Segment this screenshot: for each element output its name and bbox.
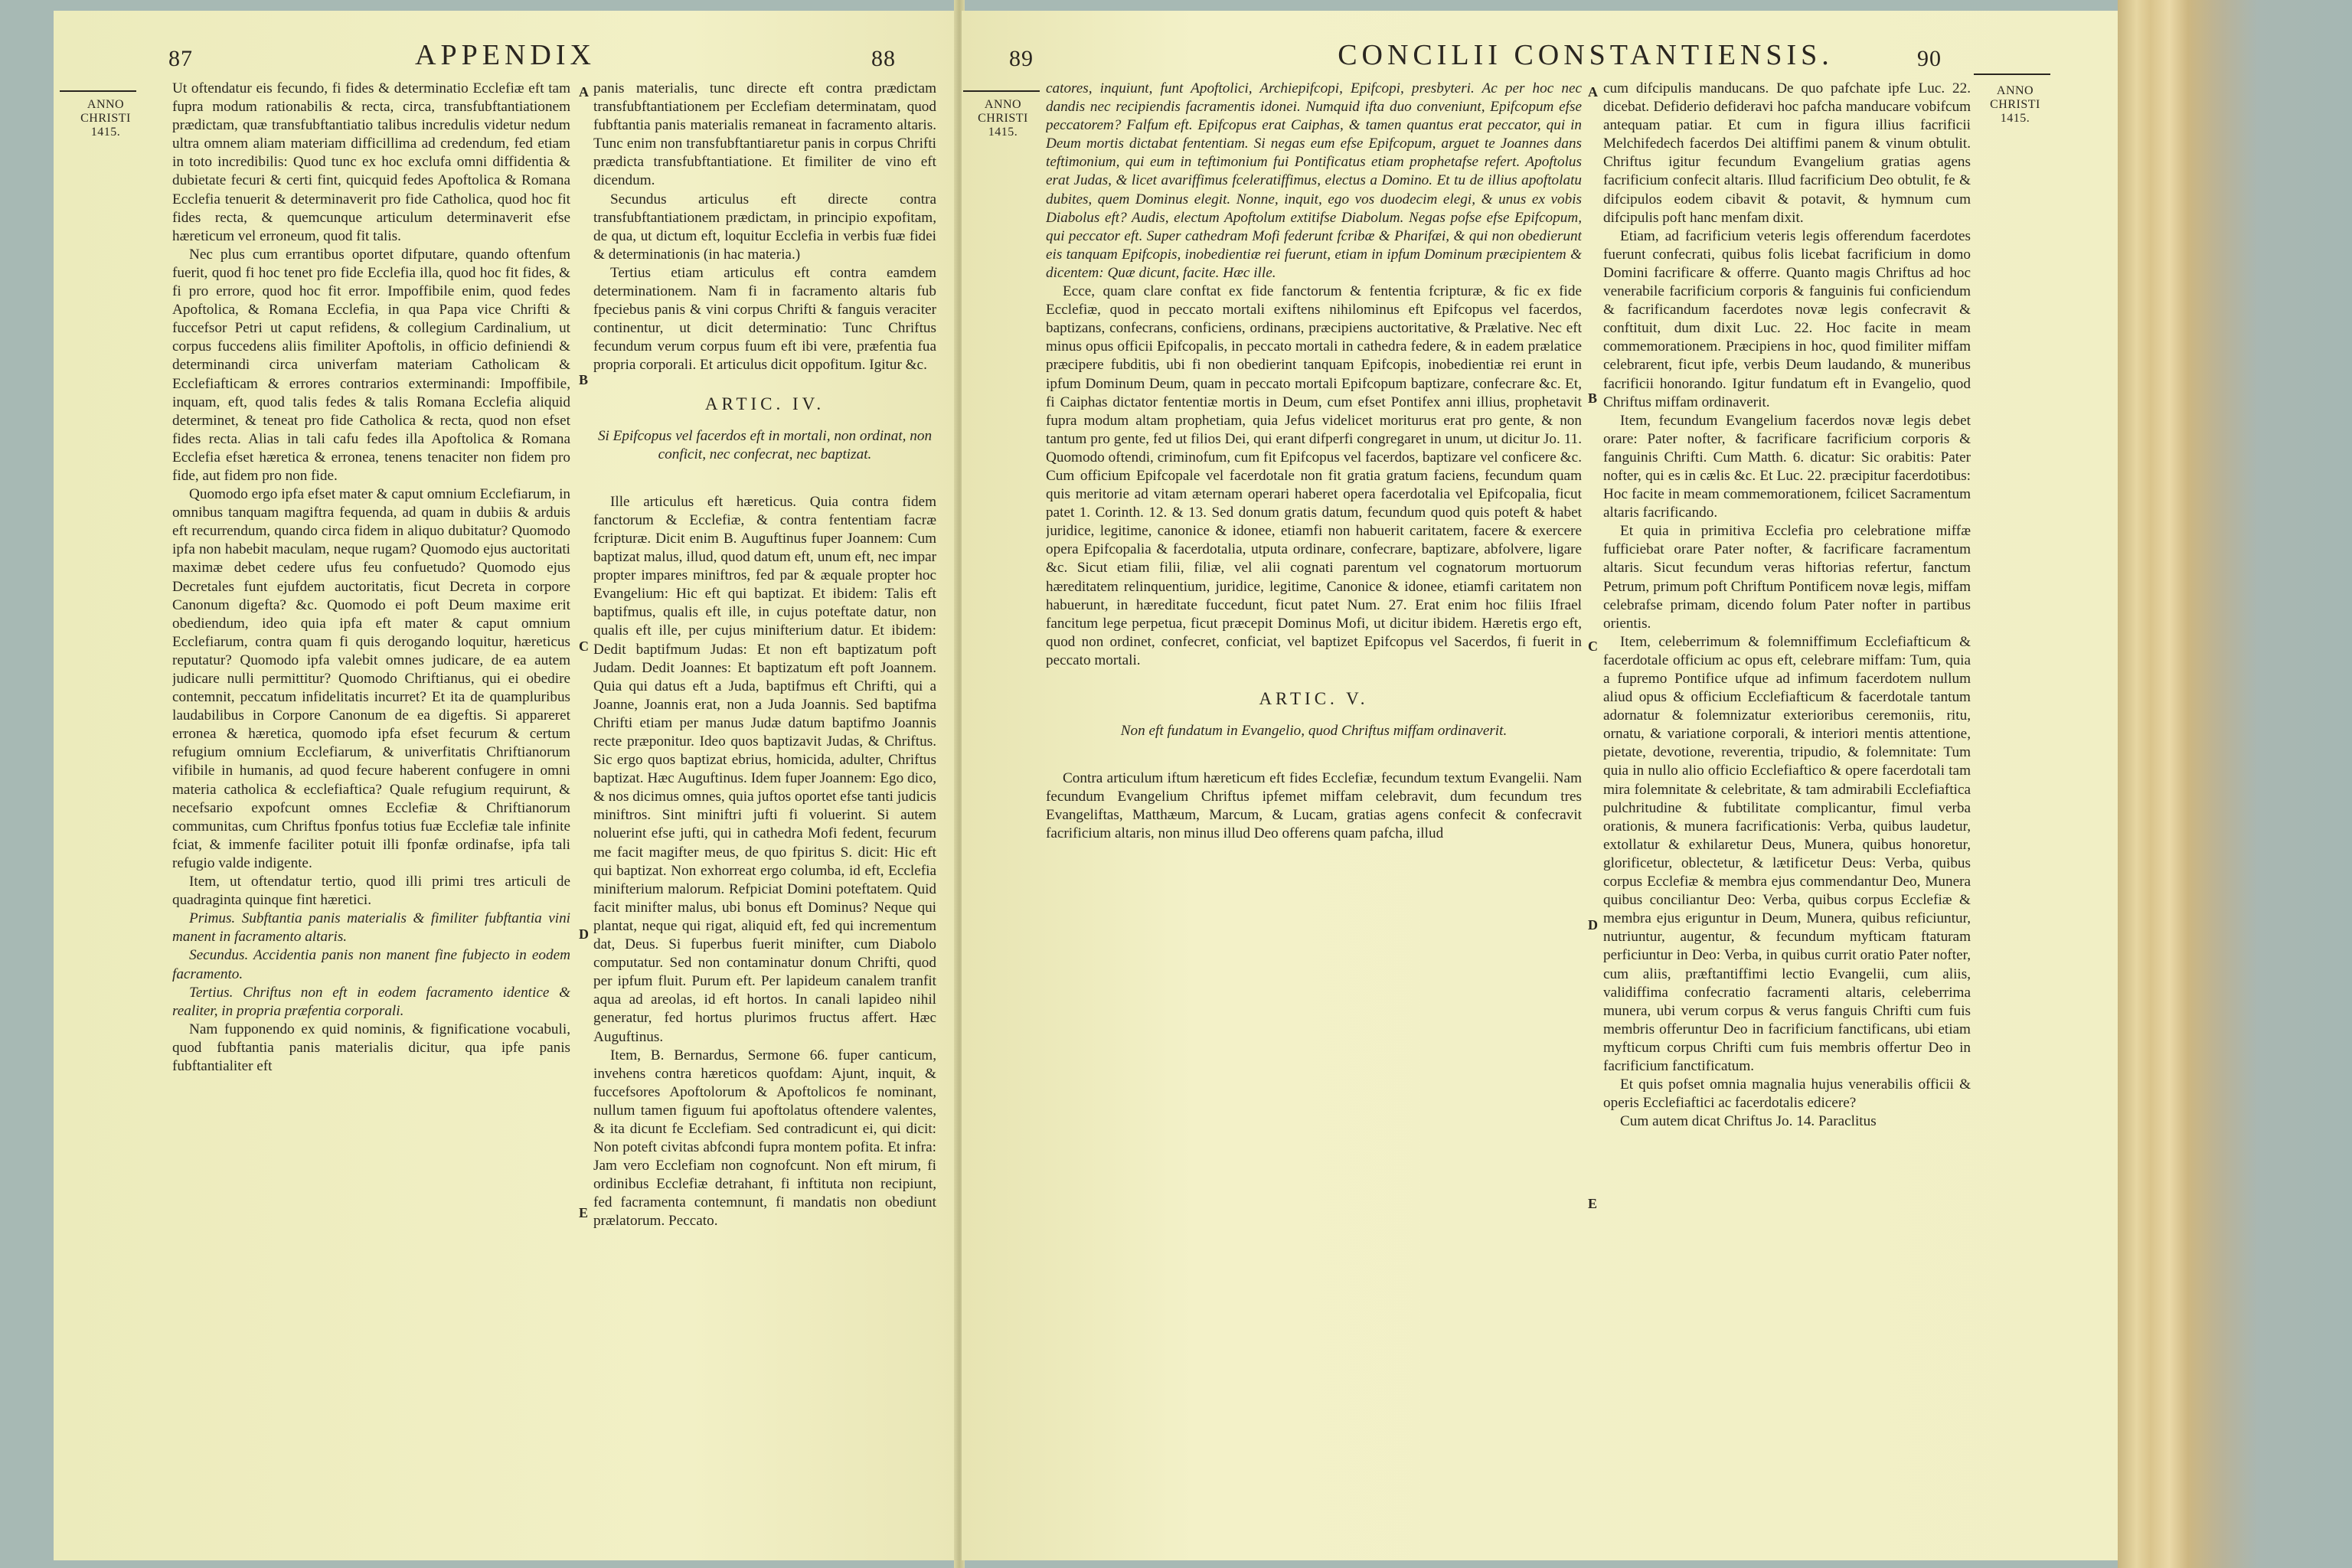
paragraph: Secundus articulus eft directe contra transfubftantiationem prædictam, in principio expofitam, de qua, ut dictum eft, loquitur Ecclefia in verbis fuæ fidei & determinationis (in hac materia.) [593,191,936,263]
margin-note-line: ANNO [984,98,1022,111]
section-mark-d: D [579,926,589,942]
left-page [54,11,957,1560]
article-heading: ARTIC. IV. [704,394,825,413]
paragraph: cum difcipulis manducans. De quo pafchate ipfe Luc. 22. dicebat. Defiderio defideravi hoc pafcha manducare vobifcum antequam patiar. Et cum in figura illius facrificii Melchifedech facerdos Dei altiffimi panem & vinum obtulit. Chriftus igitur fecundum Evangelium gratias agens facrificium confecit altaris. Illud facrificium Deo obtulit, fe & difcipulos eodem cibavit & potavit, & hymnum cum difcipulis poft hanc menfam dixit. [1603,80,1971,226]
right-left-margin-note [966,98,1040,139]
paragraph: Ecce, quam clare conftat ex fide fanctorum & fententia fcripturæ, & fic ex fide Ecclefiæ, quod in peccato mortali exiftens nihilominus eft Epifcopus vel facerdos, baptizans, confecrans, conficiens, ordinans, præcipiens auctoritative, & Prælative. Nec eft minus opus officii Epifcopalis, in peccato mortali in cathedra federe, & in eadem prælatice præcipere fubditis, ubi fi non obedierint tanquam Epifcopis, inobedientiæ rei erunt in ipfum Dominum Deum, quam in peccato mortali Epifcopum baptizare, confecrare &c. Et, fi Caiphas dictator fententiæ mortis in Deum, cum efset Pontifex anni illius, prophetavit fupra modum altam prophetiam, quia Jefus videlicet moriturus erat pro gente, & non tantum pro gente, fed ut filios Dei, qui erant difperfi congregaret in unum, ut dicitur Jo. 11. Quomodo oftendi, criminofum, cum fit Epifcopus vel facerdos, baptizare vel conficere &c. Cum officium Epifcopale vel facerdotale non fit gratia gratum faciens, fecundum quam quis meritorie ad vitam æternam operari haberet opera facerdotalia vel Epifcopalia, ficut patet 1. Corinth. 12. & 13. Sed donum gratis datum, fecundum quod quis poteft & habet juridice, legitime, canonice & idonee, etiamfi non habuerit caritatem, facere & exercere opera Epifcopalia & facerdotalia, utputa ordinare, confecrare, baptizare, abfolvere, ligare &c. Sicut etiam filii, filiæ, vel alii cognati parentum vel cognatorum mortuorum hæreditatem relinquentium, juridice, legitime, Canonice & idonee, etiamfi caritatem non habuerunt, in hæreditate fuccedunt, ficut patet Num. 27. Erat enim hoc filiis Ifrael fancitum lege perpetua, ficut præcepit Dominus Mofi, ut dicitur ibidem. Hæretis ergo eft, quod non ordinet, confecret, conficiat, vel baptizet Epifcopus vel Sacerdos, fi fuerit in peccato mortali. [1046,283,1582,668]
page-number-87: 87 [168,46,193,71]
paragraph: Item, B. Bernardus, Sermone 66. fuper canticum, invehens contra hæreticos quofdam: Ajunt, inquit, & fuccefsores Apoftolorum & Apoftolicos fe nominant, nullum tamen figuum fui apoftolatus oftendere valentes, & ita dicunt fe Ecclefiam. Sed contradicunt ei, qui dicit: Non poteft civitas abfcondi fupra montem pofita. Et infra: Jam vero Ecclefiam non cognofcunt. Non eft mirum, fi ordinibus Ecclefiæ detrahant, fi inftituta non recipiunt, fed facramenta contemnunt, fi mandatis non obediunt prælatorum. Peccato. [593,1047,936,1230]
section-mark-d: D [1588,917,1598,933]
right-running-head [962,38,2118,78]
left-column-1 [172,80,570,1499]
page-number-88: 88 [871,46,896,71]
right-margin-note [1977,84,2053,126]
paragraph: Contra articulum iftum hæreticum eft fides Ecclefiæ, fecundum textum Evangelii. Nam fecundum Evangelium Chriftus ipfemet miffam celebravit, dum fecundum tres Evangeliftas, Matthæum, Marcum, & Lucam, gratias agens confecit & confecravit facrificium altaris, non minus illud Deo offerens quam pafcha, illud [1046,770,1582,842]
margin-note-line: 1415. [90,126,121,139]
right-column-2 [1603,80,1971,1530]
paragraph: Nam fupponendo ex quid nominis, & fignificatione vocabuli, quod fubftantia panis materialis dicitur, qua ipfe panis fubftantialiter eft [172,1021,570,1074]
margin-note-line: 1415. [988,126,1018,139]
right-left-margin-rule [963,90,1040,92]
margin-note-line: ANNO [87,98,125,111]
section-mark-e: E [1588,1196,1598,1211]
article-title: Non eft fundatum in Evangelio, quod Chriftus miffam ordinaverit. [1120,723,1508,740]
paragraph: Et quis pofset omnia magnalia hujus venerabilis officii & operis Ecclefiaftici ac facerdotalis edicere? [1603,1076,1971,1112]
right-page-title: CONCILII CONSTANTIENSIS. [1338,39,1834,71]
paragraph: Tertius. Chriftus non eft in eodem facramento identice & realiter, in propria præfentia corporali. [172,984,570,1019]
paragraph: Cum autem dicat Chriftus Jo. 14. Paraclitus [1620,1113,1877,1130]
paragraph: catores, inquiunt, funt Apoftolici, Archiepifcopi, Epifcopi, presbyteri. Ac per hoc nec dandis nec recipiendis facramentis idonei. Numquid ifta duo conveniunt, Epifcopum efse peccatorem? Falfum eft. Epifcopus erat Caiphas, & tamen quantus erat peccator, qui in Deum mortis dictabat fententiam. Si negas eum efse Epifcopum, arguet te Joannes dans teftimonium, qui eum in teftimonium fui Pontificatus etiam prophetafse refert. Apoftolus erat Judas, & licet avariffimus fceleratiffimus, electus a Domino. Et tu de illius apoftolatu dubites, quem Dominus elegit. Nonne, inquit, ego vos duodecim elegi, & unus ex vobis Diabolus eft? Audis, electum Apoftolum extitifse Diabolum. Negas pofse efse Epifcopum, qui peccator eft. Super cathedram Mofi federunt fcribæ & Pharifæi, & qui non obedierunt eis tanquam Epifcopis, inobedientiæ rei fuerunt, etiam in ipfum Dominum præcipientem & dicentem: Quæ dicunt, facite. Hæc ille. [1046,80,1582,281]
article-heading: ARTIC. V. [1259,689,1369,708]
right-margin-rule [1974,74,2050,75]
section-mark-e: E [579,1205,589,1220]
margin-note-line: 1415. [2000,112,2030,125]
section-mark-b: B [579,372,589,387]
left-column-2 [593,80,936,1514]
paragraph: Nec plus cum errantibus oportet difputare, quando oftenfum fuerit, quod fi hoc tenet pro fide Ecclefia illa, quod hoc fit fides, & fi pro errore, quod hoc fit error. Impoffibile enim, quod fedes Apoftolica, & Romana Ecclefia, in qua Papa vice Chrifti & fuccefsor Petri ut caput refidens, & collegium Cardinalium, ut corpus fuccedens aliis fimiliter Apoftolis, in officio definiendi & determinandi circa univerfam materiam Catholicam & Ecclefiafticam & errores contrarios exterminandi: Impoffibile, inquam, eft, quod talis fedes & talis Romana Ecclefia aliquid determinet, & teneat pro fide Catholica & recta, quod non efset fides recta. Alias in tali cafu fedes illa Apoftolica & Romana Ecclefia efset hæretica & erronea, tenens tenaciter non fidem pro fide, aut fidem pro non fide. [172,246,570,484]
margin-note-line: CHRISTI [978,112,1028,125]
paragraph: Primus. Subftantia panis materialis & fimiliter fubftantia vini manent in facramento altaris. [172,910,570,946]
section-mark-c: C [1588,639,1598,654]
article-title: Si Epifcopus vel facerdos eft in mortali, non ordinat, non conficit, nec confecrat, nec baptizat. [597,427,933,462]
section-mark-c: C [579,639,589,654]
paragraph: Ut oftendatur eis fecundo, fi fides & determinatio Ecclefiæ eft tam fupra modum rationabilis & recta, circa, transfubftantiationem prædictam, quæ transfubftantiatio talibus incredulis videtur nedum ultra omnem aliam materiam difficillima ad credendum, fed etiam in toto incredibilis: Quod tunc ex hoc exclufa omni diffidentia & dubietate fecuri & certi fint, quicquid fedes Apoftolica & Romana Ecclefia tenuerit & determinaverit pro fide Catholica, quod hoc fit fides recta, & quemcunque articulum determinaverit efse hæreticum vel erroneum, quod fit talis. [172,80,570,244]
paragraph: Quomodo ergo ipfa efset mater & caput omnium Ecclefiarum, in omnibus tanquam magiftra fequenda, ad quam in dubiis & arduis eft recurrendum, quando circa fidem in aliquo dubitatur? Quomodo ipfa non habebit maculam, neque rugam? Quomodo ejus auctoritati maximæ debet cedere ufus feu confuetudo? Quomodo ejus Decretales funt ejufdem auctoritatis, ficut Decreta in corpore Canonum digefta? &c. Quomodo ei poft Deum maxime erit obediendum, ideo quia ipfa eft mater & caput omnium Ecclefiarum, contra quam fi quis derogando loquitur, hæreticus reputatur? Quomodo ipfa valebit omnes judicare, de ea autem judicare nulli permittitur? Quomodo Chriftianus, qui ei obedire contemnit, peccatum infidelitatis incurret? Et ita de quampluribus laudabilibus in Corpore Canonum de ea digeftis. Si appareret erronea & hæretica, quomodo ipfa efset fecurum & certum refugium omnium Ecclefiarum, & univerfitatis Chriftianorum vifibile in humanis, ad quod fecure haberent confugere in omni materia catholica & ecclefiaftica? Quale refugium requirunt, & necefsario expofcunt omnes Ecclefiæ & Chriftianorum communitas, cum Chriftus fponfus totius fuæ Ecclefiæ tale infinite fciat, & immenfe faciliter potuit illi fponfæ ordinafse, ipfa tali refugio valde indigente. [172,486,570,871]
paragraph: panis materialis, tunc directe eft contra prædictam transfubftantiationem per Ecclefiam determinatam, quod fubftantia panis materialis remaneat in facramento altaris. Tunc enim non transfubftantiaretur panis in corpus Chrifti prædicta transfubftantiatione. Et fimiliter de vino eft dicendum. [593,80,936,189]
margin-note-line: CHRISTI [80,112,131,125]
paragraph: Item, celeberrimum & folemniffimum Ecclefiafticum & facerdotale officium ac opus eft, celebrare miffam: Tum, quia a fupremo Pontifice ufque ad infimum facerdotem nullum aliud opus & officium Ecclefiafticum & facerdotale tantum adornatur & folemnizatur exterioribus ceremoniis, ritu, ornatu, & variatione corporali, & interiori mentis attentione, pietate, devotione, reverentia, tripudio, & folemnitate: Tum quia in nullo alio officio Ecclefiaftico & opere facerdotali tam mira folemnitate & celebritate, & tam admirabili Ecclefiaftica pulchritudine & fubtilitate complicantur, fimul verba orationis, & munera facrificationis: Verba, quibus laudetur, extollatur & exhilaretur Deus, Munera, quibus honoretur, glorificetur, oblectetur, & lætificetur Deus: Verba, quibus corpus Ecclefiæ & membra ejus commendantur Deo, Munera quibus conciliantur Deo: Verba, quibus corpus Ecclefiæ & membra ejus eriguntur in Deum, Munera, quibus reficiuntur, nutriuntur, augentur, & fecundum myfticam ftaturam perficiuntur in Deo: Verba, in quibus currit oratio Pater nofter, cum aliis, præftantiffimi lectio Evangelii, cum aliis, validiffima confecratio facramenti altaris, celeberrima munera, ubi verum corpus & verus fanguis Chrifti cum fuis membris offeruntur Deo in facrificium fanctificans, ubi etiam myfticum corpus Chrifti cum fuis membris offertur Deo in facrificium fanctificatum. [1603,633,1971,1074]
paragraph: Item, ut oftendatur tertio, quod illi primi tres articuli de quadraginta quinque fint hæretici. [172,874,570,909]
paragraph: Item, fecundum Evangelium facerdos novæ legis debet orare: Pater nofter, & facrificare facrificium corporis & fanguinis Chrifti. Cum Matth. 6. dicatur: Sic orabitis: Pater nofter, qui es in cælis &c. Et Luc. 22. præcipitur facerdotibus: Hoc facite in meam commemorationem, fcilicet Sacramentum altaris facrificando. [1603,412,1971,521]
margin-note-line: ANNO [1996,84,2034,97]
margin-note-line: CHRISTI [1990,98,2040,111]
section-mark-a: A [579,84,589,100]
left-page-title: APPENDIX [415,39,596,71]
paragraph: Etiam, ad facrificium veteris legis offerendum facerdotes fuerunt confecrati, quibus folis licebat facrificium in domo Domini facrificare & offerre. Quanto magis Chriftus ad hoc venerabile facrificium corporis & fanguinis fui conficiendum & facrificandum facerdotes novæ legis confecravit & conftituit, dum dixit Luc. 22. Hoc facite in meam commemorationem. Præcipiens in hoc, quod fimiliter miffam celebrarent, ficut ipfe, verbis Deum laudando, & muneribus facrificii honorando. Igitur fundatum eft in Evangelio, quod Chriftus miffam ordinaverit. [1603,227,1971,410]
section-mark-b: B [1588,390,1598,406]
page-number-89: 89 [1009,46,1034,71]
paragraph: Secundus. Accidentia panis non manent fine fubjecto in eodem facramento. [172,947,570,982]
right-page [962,11,2118,1560]
paragraph: Ille articulus eft hæreticus. Quia contra fidem fanctorum & Ecclefiæ, & contra fententiam facræ fcripturæ. Dicit enim B. Auguftinus fuper Joannem: Cum baptizat malus, illud, quod datum eft, unum eft, nec impar propter impares miniftros, fed par & æquale propter hoc Evangelium: Hic eft qui baptizat. Et ibidem: Talis eft baptifmus, qualis eft ille, in cujus poteftate datur, non qualis eft ille, per cujus minifterium datur. Et ibidem: Dedit baptifmum Judas: Et non eft baptizatum poft Judam. Dedit Joannes: Et baptizatum eft poft Joannem. Quia qui datus eft a Juda, baptifmus eft Chrifti, qui a Joanne, Joannis erat, non a Juda Joannis. Sed baptifma Chrifti etiam per manus Judæ datum baptifmo Joannis recte præponitur. Ideo quos baptizavit Judas, & Chriftus. Sic ergo quos baptizat ebrius, homicida, adulter, Chriftus baptizat. Hæc Auguftinus. Idem fuper Joannem: Ego dico, & nos dicimus omnes, quia juftos oportet efse tanti judicis miniftros. Sint miniftri jufti fi voluerint. Si autem noluerint efse jufti, qui in cathedra Mofi fedent, fecurum me facit magifter meus, de quo fpiritus S. dicit: Hic eft qui baptizat. Non exhorreat ergo columba, id eft, Ecclefia minifterium malorum. Refpiciat Domini poteftatem. Quid facit minifter malus, ubi bonus eft Dominus? Neque qui plantat, neque qui rigat, aliquid eft, fed qui incrementum dat, Deus. Si fuperbus fuerit minifter, cum Diabolo computatur. Sed non contaminatur donum Chrifti, quod per ipfum fluit. Purum eft. Per lapideum canalem tranfit aqua ad areolas, id eft hortos. In canali lapideo nihil generatur, fed hortus plurimos fructus affert. Hæc Auguftinus. [593,493,936,1045]
left-running-head [54,38,957,78]
page-number-90: 90 [1917,46,1942,71]
paragraph: Tertius etiam articulus eft contra eamdem determinationem. Nam fi in facramento altaris fub fpeciebus panis & vini corpus Chrifti & fanguis veraciter continentur, ut dicit determinatio: Tunc Chriftus fecundum verum corpus fuum eft ibi vere, præfentia fua propria corporali. Et articulus dicit oppofitum. Igitur &c. [593,264,936,374]
paragraph: Et quia in primitiva Ecclefia pro celebratione miffæ fufficiebat orare Pater nofter, & facrificare facramentum altaris. Sicut fecundum veras hiftorias refertur, fanctum Petrum, primum poft Chriftum Pontificem novæ legis, miffam celebrafse primam, dicendo folum Pater nofter in partibus orientis. [1603,523,1971,632]
section-mark-a: A [1588,84,1598,100]
left-margin-note [67,98,144,139]
left-margin-rule [60,90,136,92]
right-column-1 [1046,80,1582,1514]
book-page-edges [2118,0,2352,1568]
